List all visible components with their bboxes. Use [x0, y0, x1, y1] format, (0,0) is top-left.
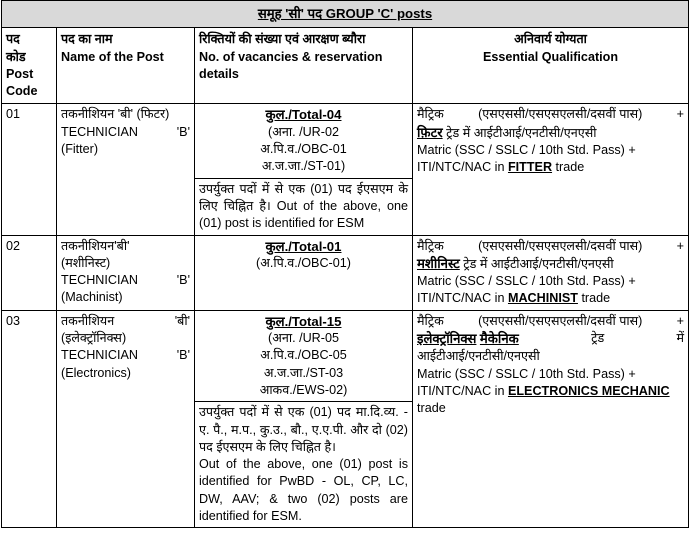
header-row: [2, 28, 689, 104]
table-row: [2, 235, 689, 310]
post-code: 03: [2, 310, 57, 528]
header-qualification: अनिवार्य योग्यता Essential Qualification: [413, 28, 689, 104]
vacancy-note: उपर्युक्त पदों में से एक (01) पद ईएसएम के लिए चिह्नित है। Out of the above, one (01) post is identified for ESM: [195, 178, 412, 235]
header-post-code: पद कोड Post Code: [2, 28, 57, 104]
post-code: 01: [2, 104, 57, 235]
vacancy-total: कुल./Total-01: [265, 238, 342, 254]
post-name: तकनीशियन'बी' (मशीनिस्ट) TECHNICIAN 'B' (Machinist): [57, 235, 195, 310]
table-title-row: [2, 1, 689, 28]
vacancy-details: कुल./Total-15 (अना. /UR-05 अ.पि.व./OBC-05 अ.ज.जा./ST-03 आकव./EWS-02) उपर्युक्त पदों में से एक (01) पद मा.दि.व्य. - ए. पै., म.प., कु.उ., बौ., ए.ए.पी. और दो (02) पद ईएसएम के लिए चिह्नित है। Out of the above, one (01) post is identified for PwBD - OL, CP, LC, DW, AAV; & two (02) posts are identified for ESM.: [195, 310, 413, 528]
vacancy-details: कुल./Total-04 (अना. /UR-02 अ.पि.व./OBC-01 अ.ज.जा./ST-01) उपर्युक्त पदों में से एक (01) पद ईएसएम के लिए चिह्नित है। Out of the above, one (01) post is identified for ESM: [195, 104, 413, 235]
header-vacancies: रिक्तियों की संख्या एवं आरक्षण ब्यौरा No. of vacancies & reservation details: [195, 28, 413, 104]
vacancy-table: [1, 0, 689, 528]
post-code: 02: [2, 235, 57, 310]
qualification: मैट्रिक (एसएससी/एसएसएलसी/दसवीं पास) + मशीनिस्ट ट्रेड में आईटीआई/एनटीसी/एनएसी Matric (SSC / SSLC / 10th Std. Pass) + ITI/NTC/NAC in MACHINIST trade: [413, 235, 689, 310]
qualification: मैट्रिक (एसएससी/एसएसएलसी/दसवीं पास) + इलेक्ट्रॉनिक्स मैकेनिक ट्रेड में आईटीआई/एनटीसी/एनएसी Matric (SSC / SSLC / 10th Std. Pass) + ITI/NTC/NAC in ELECTRONICS MECHANIC trade: [413, 310, 689, 528]
table-title: समूह 'सी' पद GROUP 'C' posts: [2, 1, 689, 28]
table-row: [2, 104, 689, 235]
qualification: मैट्रिक (एसएससी/एसएसएलसी/दसवीं पास) + फ़िटर ट्रेड में आईटीआई/एनटीसी/एनएसी Matric (SSC / SSLC / 10th Std. Pass) + ITI/NTC/NAC in FITTER trade: [413, 104, 689, 235]
vacancy-note: उपर्युक्त पदों में से एक (01) पद मा.दि.व्य. - ए. पै., म.प., कु.उ., बौ., ए.ए.पी. और दो (02) पद ईएसएम के लिए चिह्नित है। Out of the above, one (01) post is identified for PwBD - OL, CP, LC, DW, AAV; & two (02) posts are identified for ESM.: [195, 401, 412, 527]
post-name: तकनीशियन 'बी' (फिटर) TECHNICIAN 'B' (Fitter): [57, 104, 195, 235]
vacancy-total: कुल./Total-04: [265, 107, 342, 123]
header-post-name: पद का नाम Name of the Post: [57, 28, 195, 104]
table-row: [2, 310, 689, 528]
post-name: तकनीशियन 'बी' (इलेक्ट्रॉनिक्स) TECHNICIAN 'B' (Electronics): [57, 310, 195, 528]
vacancy-details: कुल./Total-01 (अ.पि.व./OBC-01): [195, 235, 413, 310]
vacancy-total: कुल./Total-15: [265, 313, 342, 329]
